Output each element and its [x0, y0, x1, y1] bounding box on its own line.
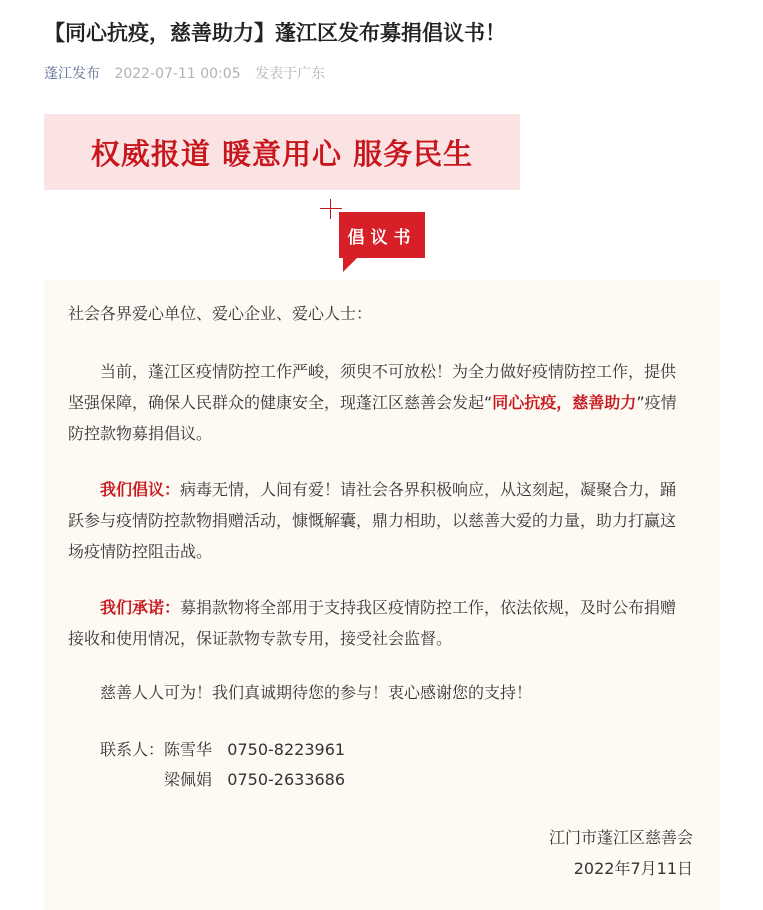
contact-line-1 [100, 734, 345, 765]
article-title: 【同心抗疫，慈善助力】蓬江区发布募捐倡议书！ [44, 21, 506, 45]
contact-1-name: 陈雪华 [164, 740, 213, 759]
signature-org: 江门市蓬江区慈善会 [548, 828, 693, 847]
letter-closing: 慈善人人可为！我们真诚期待您的参与！衷心感谢您的支持！ [100, 683, 533, 702]
proposal-tag-tail [343, 258, 357, 272]
p2-text: 病毒无情，人间有爱！请社会各界积极响应，从这刻起，凝聚合力，踊跃参与疫情防控款物捐赠活动，慷慨解囊，鼎力相助，以慈善大爱的力量，助力打赢这场疫情防控阻击战。 [68, 480, 677, 561]
p3-label: 我们承诺： [100, 598, 181, 617]
letter-paragraph-1 [68, 356, 688, 449]
contact-2-phone: 0750-2633686 [227, 770, 346, 789]
p1-text-before: 当前，蓬江区疫情防控工作严峻，须臾不可放松！为全力做好疫情防控工作，提供坚强保障，确保人民群众的健康安全，现蓬江区慈善会发起“ [68, 362, 677, 412]
proposal-tag-label: 倡议书 [347, 227, 417, 248]
contact-line-2 [164, 764, 345, 795]
publish-location: 发表于广东 [255, 66, 326, 82]
publish-date: 2022-07-11 00:05 [114, 66, 241, 82]
slogan-banner [44, 114, 520, 190]
letter-salutation: 社会各界爱心单位、爱心企业、爱心人士： [68, 304, 373, 323]
contact-label: 联系人： [100, 740, 165, 759]
slogan-text: 权威报道 暖意用心 服务民生 [90, 136, 474, 171]
letter-paragraph-3 [68, 592, 688, 654]
author-link[interactable]: 蓬江发布 [44, 66, 100, 82]
article-meta [44, 63, 325, 83]
proposal-tag [339, 212, 425, 258]
decorative-cross-v [330, 199, 331, 219]
letter-paragraph-2 [68, 474, 688, 567]
contact-2-name: 梁佩娟 [164, 770, 213, 789]
p1-text-after: ”疫情防控款物募捐倡议。 [68, 393, 677, 443]
contact-1-phone: 0750-8223961 [227, 740, 346, 759]
p2-label: 我们倡议： [100, 480, 181, 499]
p1-highlight: 同心抗疫，慈善助力 [492, 393, 637, 412]
decorative-cross-h [320, 208, 342, 209]
p3-text: 募捐款物将全部用于支持我区疫情防控工作，依法依规，及时公布捐赠接收和使用情况，保证款物专款专用，接受社会监督。 [68, 598, 677, 648]
signature-date: 2022年7月11日 [573, 859, 693, 878]
